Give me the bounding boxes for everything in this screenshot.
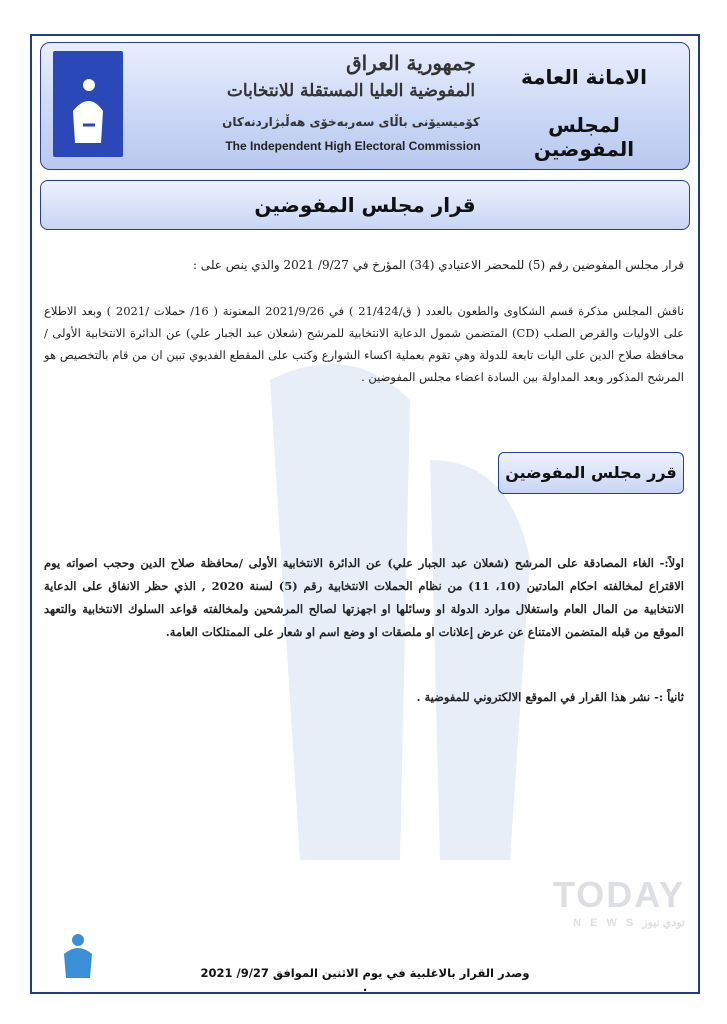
letterhead [40, 42, 690, 170]
today-brand: TODAY [552, 874, 685, 915]
section-line2: لمجلس المفوضين [533, 113, 635, 161]
org-title-ar: جمهورية العراق [346, 51, 476, 75]
decision-item-2: ثانياً :- نشر هذا القرار في الموقع الالكتروني للمفوضية . [416, 690, 684, 704]
footer-statement: وصدر القرار بالاغلبية في يوم الاثنين الموافق 9/27/ 2021 . [200, 966, 530, 994]
intro-paragraph: قرار مجلس المفوضين رقم (5) للمحضر الاعتيادي (34) المؤرخ في 9/27/ 2021 والذي ينص على : [192, 258, 684, 272]
today-news-watermark [505, 874, 685, 934]
org-name-ar: المفوضية العليا المستقلة للانتخابات [226, 81, 476, 101]
section-line1: الامانة العامة [521, 65, 647, 89]
document-title: قرار مجلس المفوضين [40, 180, 690, 230]
org-name-en: The Independent High Electoral Commission [225, 139, 481, 153]
org-name-ku: كۆمیسیۆنی باڵای سەربەخۆی هەڵبژاردنەکان [222, 115, 480, 129]
decision-title: قرر مجلس المفوضين [498, 452, 684, 494]
commission-logo-icon [53, 51, 123, 157]
commission-small-logo-icon [58, 928, 98, 980]
body-paragraph: ناقش المجلس مذكرة قسم الشكاوى والطعون بالعدد ( ق/21/424 ) في 2021/9/26 المعنونة ( 16/ حملات /2021 ) وبعد الاطلاع على الاوليات والقرص الصلب (CD) المتضمن شمول الدعاية الانتخابية للمرشح (شعلان عبد الجبار علي) عن الدائرة الانتخابية الأولى /محافظة صلاح الدين على اليات تابعة للدولة وهي تقوم بعملية اكساء الشوارع وكتب على المقطع الفديوي تبين ان من قام بالتخصيص هو المرشح المذكور وبعد المداولة بين السادة اعضاء مجلس المفوضين . [44, 304, 684, 384]
decision-item-1: اولاً:- الغاء المصادقة على المرشح (شعلان عبد الجبار علي) عن الدائرة الانتخابية الأولى /محافظة صلاح الدين وحجب اصواته يوم الاقتراع لمخالفته احكام المادتين (10، 11) من نظام الحملات الانتخابية رقم (5) لسنة 2020 , الذي حظر الانفاق على الدعاية الانتخابية من المال العام واستغلال موارد الدولة او وسائلها او اجهزتها لصالح المرشحين ولمخالفته قواعد السلوك الانتخابية والتعهد الموقع من قبله المتضمن الامتناع عن عرض إعلانات او ملصقات او وضع اسم او شعار على الممتلكات العامة. [44, 556, 685, 639]
today-sub: N E W S تودي نيوز [573, 917, 685, 929]
